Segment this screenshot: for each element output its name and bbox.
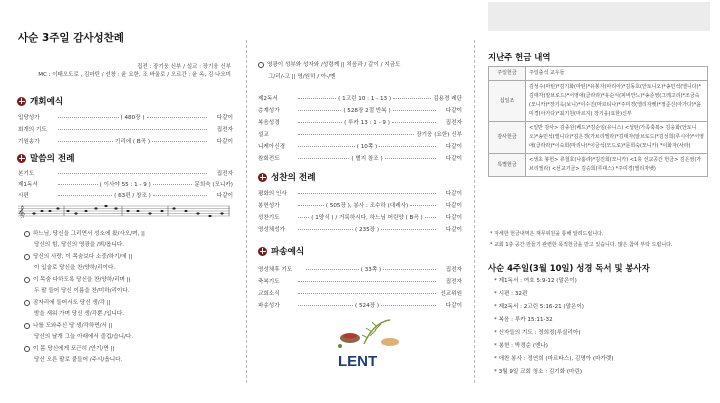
order-row: 니케아신경 ( 10쪽 ) 다같이: [258, 143, 463, 150]
psalm-verse: 당신의 날개 그늘 아래에서 즐겁/습니/다.: [34, 334, 134, 340]
gloria-patri-line: 그/리/-고 || 영/원히 / 아-/멘: [268, 74, 336, 80]
section-eucharist: 성찬의 전례: [258, 171, 316, 183]
cross-icon: [17, 97, 26, 106]
order-row: 제2독서 ( 1고린 10 : 1 - 13 ) 김용경 레단: [258, 95, 462, 102]
offering-table: [488, 66, 708, 177]
order-row: 시편 ( 63편 / 창조 ) 다같이: [18, 192, 234, 199]
bible-reading-title: 사순 4주일(3월 10일) 성경 독서 및 봉사자: [488, 263, 650, 273]
psalm-verse: 나를 도와주신 당 생/각하면/서 ||: [24, 321, 113, 329]
psalm-verse: 당신 오른 팔로 붙들어 /주시/옵니다.: [34, 357, 123, 363]
psalm-verse: 이 목숨 다하도록 당신을 찬/양하/리며 ||: [24, 275, 130, 283]
psalm-verse: 잠자리에 들어서도 당신 생/각 ||: [24, 298, 111, 306]
lent-label: LENT: [338, 353, 378, 370]
order-row: 설교 장기웅 (요한) 신부: [258, 131, 462, 138]
gloria-patri-line: 영광이 성부와 성자와 /성령께 || 처음과 / 같이 / 지금도: [258, 60, 401, 68]
column-liturgy-part1: [0, 0, 243, 403]
order-row: 영성체성가 ( 235장 ) 다같이: [258, 226, 463, 233]
table-row: 감사헌금 <일반 감사> 김종원(베드)*김순임(유니스) <성탄/가족축복> 김웅화(안토니오)*송민석(엘니다)*김은경(가브리엘라)*김태자(알브로드)*김성희(루시아)*서영애(클라라)*이숙희(마리나)*이금석(모드로)*문희숙(모니카) *이화자(사라): [489, 122, 708, 154]
table-row: 십일조 김성수(마틴)*김기화(마틴)*유봉자(마리아)*김동호(안토니오)*송민석(엘니다)*김태자(알브로드)*서영애(클라라)*유순식(피비안느)*송준영(그레고리)*조금숙(모니카)*장기옥(보니)*이수진(마르티나)*주미경(엘리자벳)*정준신(아가다)*윤미경(아가다)*최기원(마르지) 장기웅(요한)신부: [489, 81, 708, 122]
order-row: 성찬기도 ( 1양식 ) / 거룩하시다, 하느님 어린양 ( B곡 ) 다같이: [258, 214, 463, 221]
order-row: 입당성가 ( 480장 ) 다같이: [18, 114, 234, 121]
column-liturgy-part2: [250, 0, 472, 403]
page-title: 사순 3주일 감사성찬례: [18, 32, 124, 44]
cross-icon: [258, 173, 267, 182]
svg-text:𝄞: 𝄞: [18, 205, 26, 218]
order-row: 제1독서 ( 이사야 55 : 1 - 9 ) 문희숙 (모니카): [18, 181, 233, 188]
table-row: 특별헌금 <생초 봉헌> 류철호(나훔라)*김진희(모니카) <1층 선교공간 헌금> 김은영(가브리엘라) <선교기금> 김승희(루대스) *주미경(엘리자벳): [489, 154, 708, 177]
offering-note: * 자세한 헌금내역은 재무위원을 통해 알려드립니다.: [490, 231, 604, 237]
column-announcements: [478, 0, 720, 403]
reading-item: * 3월 9일 교회 청소 : 김기화 (마린): [494, 369, 583, 375]
reading-item: * 시편 : 32편: [494, 291, 528, 297]
reading-item: * 제1독서 : 여호 5:9-12 (말은이): [494, 278, 577, 284]
order-row: 층계성가 ( 528장 2절 반복 ) 다같이: [258, 107, 463, 114]
cross-icon: [258, 247, 267, 256]
psalm-verse: 이 몸 당신에게 포근히 /안기/면 ||: [24, 344, 114, 352]
order-row: 참회전도 ( 별지 참조 ) 다같이: [258, 155, 463, 162]
table-row: 주일헌금 주일출석 교우들: [489, 67, 708, 81]
offering-note: * 교회 1층 공간 만들기 관련한 목적헌금을 받고 있습니다. 많은 참여 부탁 드립니다.: [490, 242, 673, 248]
music-score: [18, 204, 230, 218]
order-row: 봉헌성가 ( 505장 ), 봉사 : 조수하 (대레사) 다같이: [258, 202, 462, 209]
order-row: 교회소식 선교위원: [258, 290, 462, 297]
order-row: 회개의 기도 집전자: [18, 126, 233, 133]
celebrant-info: 집전 : 장기웅 신부 / 설교 : 장기웅 신부: [137, 64, 231, 70]
reading-item: * 애찬 봉사 : 정연희 (마르타스), 김명아 (마가렛): [494, 356, 614, 362]
order-row: 축복기도 집전자: [258, 278, 462, 285]
section-word: 말씀의 전례: [17, 152, 75, 164]
order-row: 본기도 집전자: [18, 170, 233, 177]
reading-item: * 복음 : 루카 15:11-32: [494, 317, 553, 323]
section-opening: 개회예식: [17, 95, 63, 107]
order-row: 파송성가 ( 524장 ) 다같이: [258, 302, 463, 309]
order-row: 평화의 인사 다같이: [258, 190, 462, 197]
order-row: 기원송가 기리에 ( B곡 ) 다같이: [18, 138, 233, 145]
cross-icon: [17, 154, 26, 163]
psalm-verse: 당신의 사랑, 이 목숨보다 소중/하기/에 ||: [24, 252, 132, 260]
section-dismissal: 파송예식: [258, 245, 304, 257]
column-divider: [246, 40, 247, 383]
reading-item: * 봉헌 : 박경순 (엔나): [494, 343, 548, 349]
psalm-verse: 당신의 힘, 당신의 영광을 /뵈/옵니다.: [34, 242, 125, 248]
psalm-verse: 이 입술로 당신을 찬/양하/리이다.: [34, 265, 116, 271]
lent-illustration: [330, 318, 410, 370]
reading-item: * 제2독서 : 2고린 5:16-21 (말은이): [494, 304, 584, 310]
column-divider: [474, 40, 475, 383]
psalm-verse: 하느님, 당신을 그리면서 성소에 왔/사오/며, ||: [24, 229, 145, 237]
psalm-verse: 밤을 새워 가며 당신 생/각뿐 /입니다.: [34, 311, 125, 317]
order-row: 영성체후 기도 ( 33쪽 ) 집전자: [258, 266, 463, 273]
ministers-info: MC : 이태오도로 , 김마틴 / 선창 : 윤 요한, 조 바울로 / 오르간 : 윤 옥, 김 나오미: [38, 72, 231, 78]
psalm-verse: 두 팔 들어 당신 이름을 찬/미하/리이다.: [34, 288, 130, 294]
order-row: 복음성경 ( 루카 13 : 1 - 9 ) 집전자: [258, 119, 463, 126]
offering-title: 지난주 헌금 내역: [488, 52, 551, 62]
reading-item: * 신자들의 기도 : 정희정(루실리아): [494, 330, 581, 336]
header-box: [488, 2, 710, 31]
